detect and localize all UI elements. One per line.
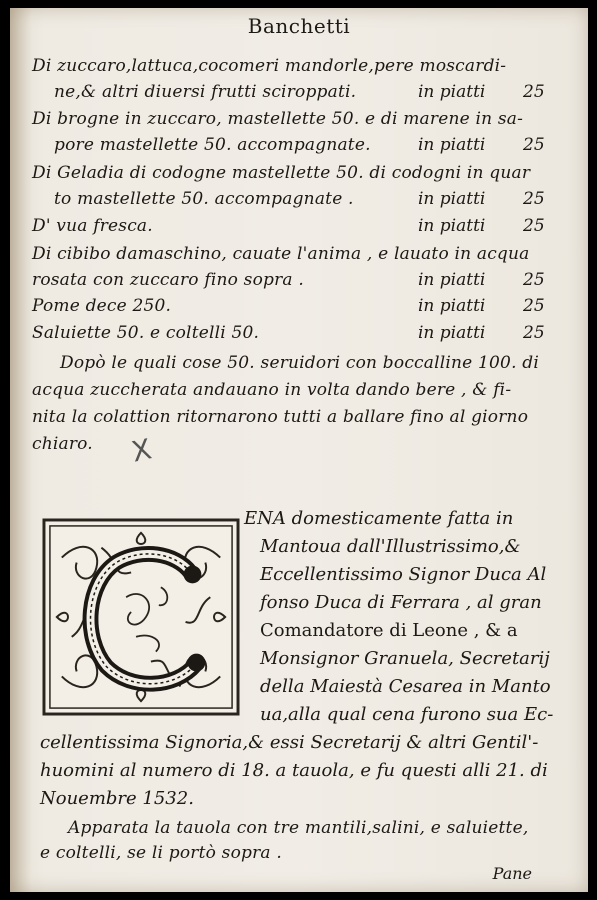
menu-item-3-unit: in piatti (418, 189, 486, 209)
page-gutter-shadow (10, 8, 32, 892)
catchword: Pane (492, 864, 532, 883)
menu-item-6-line-1: Pome dece 250. (32, 296, 172, 316)
menu-item-3-line-2: to mastellette 50. accompagnate . (54, 189, 354, 209)
menu-item-5-unit: in piatti (418, 270, 486, 290)
menu-item-1-qty: 25 (523, 82, 545, 102)
closing-line-3: nita la colattion ritornarono tutti a ballare fino al giorno (32, 407, 529, 427)
menu-item-5-line-2: rosata con zuccaro fino sopra . (32, 270, 304, 290)
menu-item-5-qty: 25 (523, 270, 545, 290)
cena-line-8: ua,alla qual cena furono sua Ec- (260, 704, 554, 725)
menu-item-2-qty: 25 (523, 135, 545, 155)
closing-line-2: acqua zuccherata andauano in volta dando bere , & fi- (32, 380, 512, 400)
menu-item-6-unit: in piatti (418, 296, 486, 316)
menu-item-3-line-1: Di Geladia di codogne mastellette 50. di codogni in quar (32, 163, 531, 183)
cena-line-11: Nouembre 1532. (40, 788, 194, 809)
apparata-line-1: Apparata la tauola con tre mantili,salini, e saluiette, (68, 818, 529, 838)
cena-line-1: ENA domesticamente fatta in (244, 508, 514, 529)
menu-item-4-qty: 25 (523, 216, 545, 236)
cena-line-7: della Maiestà Cesarea in Manto (260, 676, 551, 697)
closing-line-1: Dopò le quali cose 50. seruidori con boccalline 100. di (60, 353, 539, 373)
menu-item-1-unit: in piatti (418, 82, 486, 102)
menu-item-7-unit: in piatti (418, 323, 486, 343)
menu-item-5-line-1: Di cibibo damaschino, cauate l'anima , e lauato in acqua (32, 244, 530, 264)
menu-item-4-unit: in piatti (418, 216, 486, 236)
cena-line-9: cellentissima Signoria,& essi Secretarij & altri Gentil'- (40, 732, 539, 753)
book-page (10, 8, 588, 892)
menu-item-1-line-1: Di zuccaro,lattuca,cocomeri mandorle,pere moscardi- (32, 56, 507, 76)
menu-item-4-line-1: D' vua fresca. (32, 216, 153, 236)
cena-line-2: Mantoua dall'Illustrissimo,& (260, 536, 521, 557)
menu-item-2-line-1: Di brogne in zuccaro, mastellette 50. e di marene in sa- (32, 109, 524, 129)
menu-item-6-qty: 25 (523, 296, 545, 316)
cena-line-5: Comandatore di Leone , & a (260, 620, 518, 641)
cena-line-10: huomini al numero di 18. a tauola, e fu questi alli 21. di (40, 760, 548, 781)
pen-mark: X (128, 432, 155, 469)
cena-line-3: Eccellentissimo Signor Duca Al (260, 564, 547, 585)
menu-item-7-line-1: Saluiette 50. e coltelli 50. (32, 323, 260, 343)
closing-line-4: chiaro. (32, 434, 93, 454)
menu-item-1-line-2: ne,& altri diuersi frutti sciroppati. (54, 82, 357, 102)
menu-item-7-qty: 25 (523, 323, 545, 343)
cena-line-4: fonso Duca di Ferrara , al gran (260, 592, 542, 613)
menu-item-2-unit: in piatti (418, 135, 486, 155)
running-head: Banchetti (247, 14, 351, 38)
menu-item-2-line-2: pore mastellette 50. accompagnate. (54, 135, 371, 155)
apparata-line-2: e coltelli, se li portò sopra . (40, 843, 282, 863)
cena-line-6: Monsignor Granuela, Secretarij (260, 648, 550, 669)
menu-item-3-qty: 25 (523, 189, 545, 209)
decorated-initial-c-icon (42, 518, 240, 716)
